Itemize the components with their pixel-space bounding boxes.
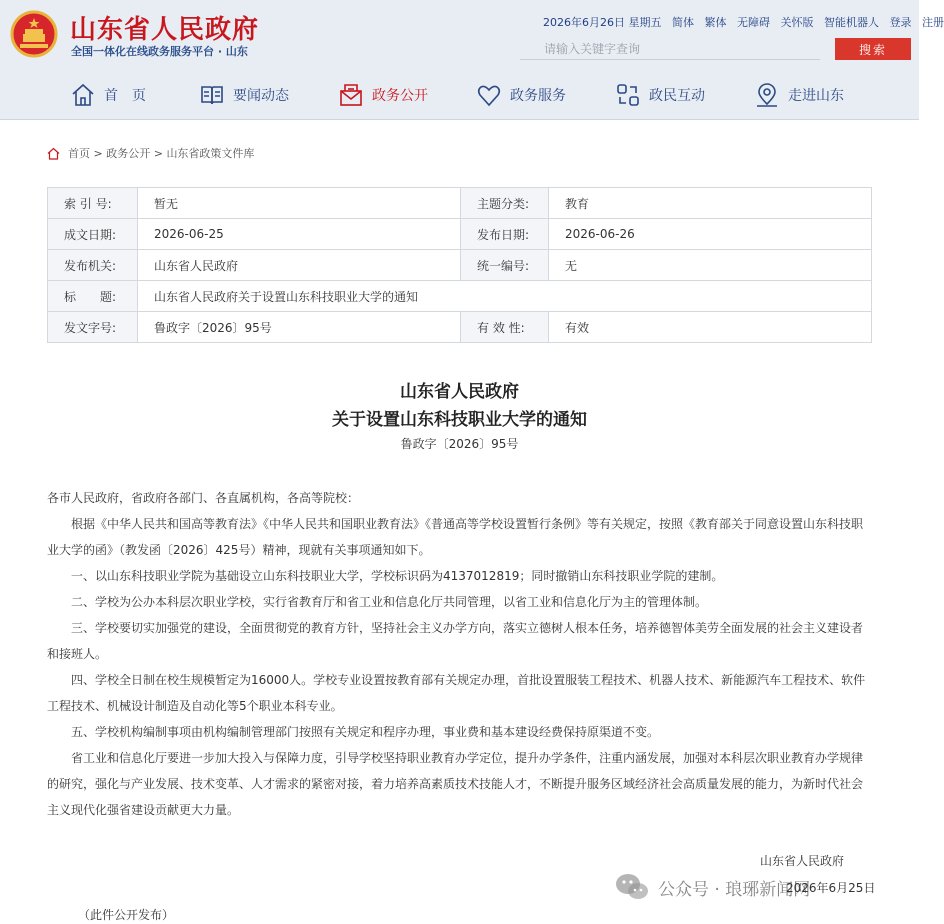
watermark-text: 公众号 · 琅琊新闻网 — [658, 879, 811, 900]
title-label: 标 题: — [48, 281, 138, 312]
breadcrumb-separator: > — [150, 146, 167, 160]
breadcrumb-gov-affairs[interactable]: 政务公开 — [106, 147, 151, 160]
nav-about-shandong[interactable]: 走进山东 — [754, 78, 844, 112]
paragraph: 根据《中华人民共和国高等教育法》《中华人民共和国职业教育法》《普通高等学校设置暂行条例》等有关规定，按照《教育部关于同意设置山东科技职业大学的函》（教发函〔2026〕425号）精神，现就有关事项通知如下。 — [47, 517, 864, 557]
validity-label: 有 效 性: — [461, 312, 549, 343]
docno-value: 鲁政字〔2026〕95号 — [138, 312, 461, 343]
link-register[interactable]: 注册 — [922, 16, 944, 29]
wechat-icon — [614, 872, 650, 902]
table-row — [48, 188, 872, 219]
nav-home[interactable]: 首 页 — [70, 78, 146, 112]
paragraph: 四、学校全日制在校生规模暂定为16000人。学校专业设置按教育部有关规定办理，首批设置服装工程技术、机器人技术、新能源汽车工程技术、软件工程技术、机械设计制造及自动化等5个职业本科专业。 — [47, 673, 866, 713]
heart-icon — [476, 82, 502, 108]
nav-gov-services[interactable]: 政务服务 — [476, 78, 566, 112]
paragraph: 省工业和信息化厅要进一步加大投入与保障力度，引导学校坚持职业教育办学定位，提升办学条件，注重内涵发展，加强对本科层次职业教育办学规律的研究，强化与产业发展、技术变革、人才需求的紧密对接，着力培养高素质技术技能人才，不断提升服务区域经济社会高质量发展的能力，为新时代社会主义现代化强省建设贡献更大力量。 — [47, 751, 864, 817]
breadcrumb-separator: > — [90, 146, 107, 160]
table-row — [48, 219, 872, 250]
table-row — [48, 312, 872, 343]
document-number: 鲁政字〔2026〕95号 — [400, 437, 519, 451]
link-traditional[interactable]: 繁体 — [704, 16, 727, 29]
title-value: 山东省人民政府关于设置山东科技职业大学的通知 — [138, 281, 872, 312]
document-meta-table — [47, 187, 872, 343]
paragraph: 三、学校要切实加强党的建设，全面贯彻党的教育方针，坚持社会主义办学方向，落实立德树人根本任务，培养德智体美劳全面发展的社会主义建设者和接班人。 — [47, 621, 864, 661]
link-robot[interactable]: 智能机器人 — [824, 16, 879, 29]
index-label: 索 引 号: — [48, 188, 138, 219]
link-accessibility[interactable]: 无障碍 — [737, 16, 770, 29]
document-signer: 山东省人民政府 — [760, 854, 845, 868]
watermark — [614, 872, 810, 902]
top-links — [543, 14, 944, 30]
link-care-mode[interactable]: 关怀版 — [780, 16, 814, 29]
docno-label: 发文字号: — [48, 312, 138, 343]
serial-label: 统一编号: — [461, 250, 549, 281]
site-title[interactable]: 山东省人民政府 — [70, 15, 260, 45]
nav-news[interactable]: 要闻动态 — [199, 78, 289, 112]
link-login[interactable]: 登录 — [889, 16, 912, 29]
search-button[interactable]: 搜索 — [835, 38, 911, 60]
serial-value: 无 — [549, 250, 872, 281]
document-body — [47, 485, 872, 823]
nav-gov-affairs[interactable]: 政务公开 — [338, 78, 428, 112]
document-title-issuer: 山东省人民政府 — [400, 382, 519, 402]
exchange-icon — [615, 82, 641, 108]
salutation: 各市人民政府，省政府各部门、各直属机构，各高等院校： — [47, 491, 360, 505]
site-header — [0, 0, 944, 120]
issuer-label: 发布机关: — [48, 250, 138, 281]
national-emblem-icon[interactable] — [10, 10, 58, 58]
published-label: 发布日期: — [461, 219, 549, 250]
header-divider — [0, 119, 919, 120]
index-value: 暂无 — [138, 188, 461, 219]
category-value: 教育 — [549, 188, 872, 219]
paragraph: 一、以山东科技职业学院为基础设立山东科技职业大学，学校标识码为4137012819；同时撤销山东科技职业学院的建制。 — [71, 569, 724, 583]
link-simplified[interactable]: 简体 — [672, 16, 694, 29]
validity-value: 有效 — [549, 312, 872, 343]
document-date: 2026年6月25日 — [786, 881, 876, 895]
published-value: 2026-06-26 — [549, 219, 872, 250]
publish-note: （此件公开发布） — [78, 908, 175, 922]
category-label: 主题分类: — [461, 188, 549, 219]
book-icon — [199, 82, 225, 108]
paragraph: 二、学校为公办本科层次职业学校，实行省教育厅和省工业和信息化厅共同管理，以省工业和信息化厅为主的管理体制。 — [71, 595, 708, 609]
breadcrumb-home[interactable]: 首页 — [68, 147, 90, 160]
site-subtitle: 全国一体化在线政务服务平台 · 山东 — [71, 45, 248, 58]
mail-icon — [338, 82, 364, 108]
paragraph: 五、学校机构编制事项由机构编制管理部门按照有关规定和程序办理，事业费和基本建设经费保持原渠道不变。 — [71, 725, 660, 739]
nav-interaction[interactable]: 政民互动 — [615, 78, 705, 112]
main-nav — [0, 78, 919, 112]
breadcrumb — [47, 145, 254, 161]
created-value: 2026-06-25 — [138, 219, 461, 250]
breadcrumb-policy-library[interactable]: 山东省政策文件库 — [166, 147, 255, 160]
issuer-value: 山东省人民政府 — [138, 250, 461, 281]
created-label: 成文日期: — [48, 219, 138, 250]
search-input[interactable] — [520, 38, 820, 60]
table-row — [48, 281, 872, 312]
document-title: 关于设置山东科技职业大学的通知 — [332, 410, 587, 430]
current-date: 2026年6月26日 星期五 — [543, 16, 662, 29]
home-icon — [47, 147, 60, 160]
map-pin-icon — [754, 82, 780, 108]
table-row — [48, 250, 872, 281]
home-icon — [70, 82, 96, 108]
